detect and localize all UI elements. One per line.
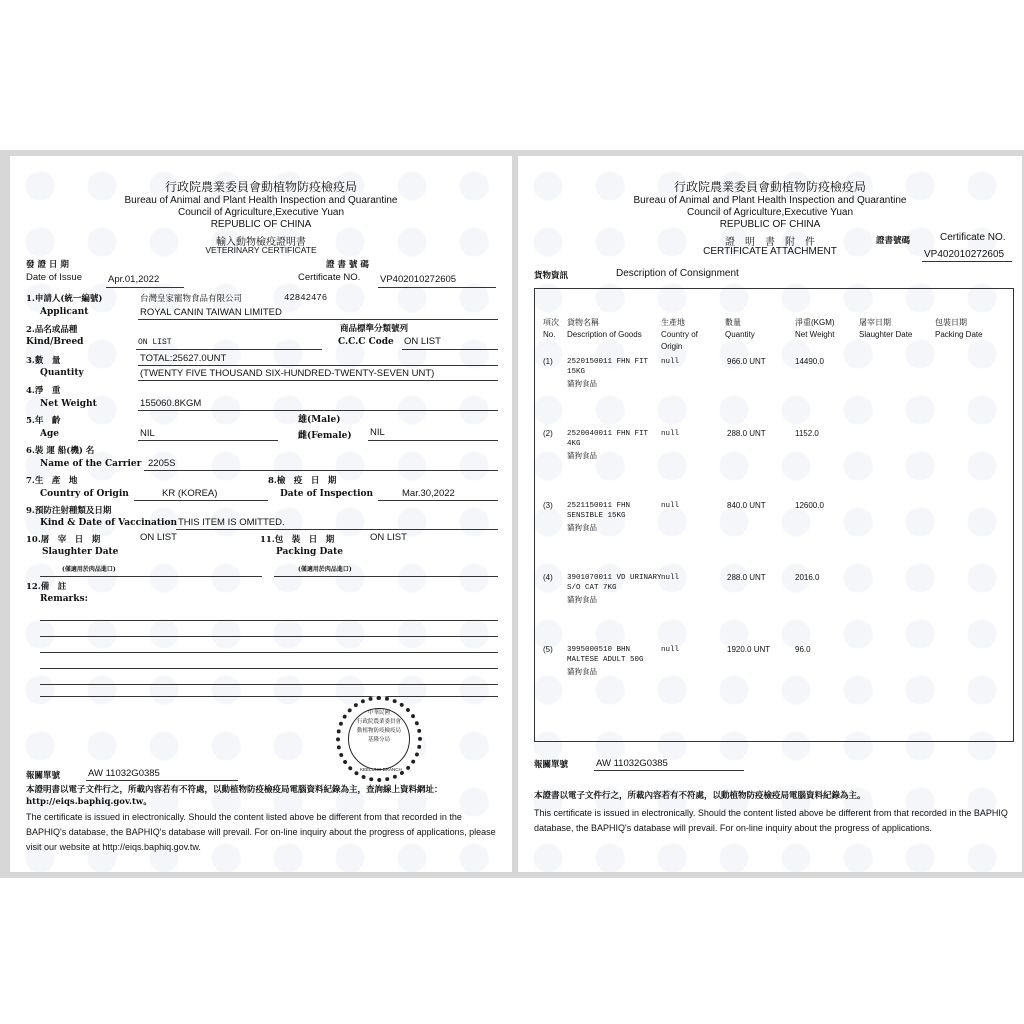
goods-description: 3995000510 BHN MALTESE ADULT 50G [567,646,644,664]
goods-net-weight: 2016.0 [795,573,820,582]
council-name: Council of Agriculture,Executive Yuan [686,207,854,218]
seal-text: 中華民國 [367,710,390,716]
header-en: Slaughter Date [859,330,913,339]
country-name: REPUBLIC OF CHINA [719,219,821,230]
document-title-en: VETERINARY CERTIFICATE [205,245,317,255]
goods-net-weight: 12600.0 [795,501,824,510]
agency-title-cn: 行政院農業委員會動植物防疫檢疫局 [164,180,357,194]
field-num: 7. [26,476,35,486]
field-num: 10. [26,535,41,545]
age-value: NIL [140,428,155,439]
goods-quantity: 966.0 UNT [727,357,766,366]
footer-notice-cn: 本證明書以電子文件行之，所載內容若有不符處，以動植物防疫檢疫局電腦資料紀錄為主，查詢線上資料網址：http://eiqs.baphiq.gov.tw。 [26,785,443,807]
col-no-header [543,317,559,341]
col-origin-header [661,317,715,353]
field-num: 6. [26,446,35,456]
carrier-label-cn: 裝 運 船(機) 名 [34,446,95,456]
row-no: (3) [543,501,553,510]
slaughter-date-label: Slaughter Date [42,547,119,557]
age-label: Age [40,429,60,439]
kind-value: ON LIST [138,338,172,347]
row-no: (5) [543,645,553,654]
goods-quantity: 840.0 UNT [727,501,766,510]
inspection-date: Mar.30,2022 [402,488,455,499]
applicant-name: ROYAL CANIN TAIWAN LIMITED [140,307,282,318]
quantity-label-cn: 數 量 [34,356,61,366]
net-weight-label: Net Weight [40,399,97,409]
issue-date: Apr.01,2022 [108,274,160,285]
header-cn: 數量 [725,318,741,327]
goods-origin: null [661,646,680,654]
field-num: 4. [26,386,35,396]
quantity-words: (TWENTY FIVE THOUSAND SIX-HUNDRED-TWENTY-SEVEN UNT) [140,368,435,379]
attachment-title-en: CERTIFICATE ATTACHMENT [703,246,837,257]
consignment-label-cn: 貨物資訊 [534,271,569,281]
declaration-label: 報關單號 [26,771,61,781]
field-num: 5. [26,416,35,426]
consignment-label: Description of Consignment [616,268,739,279]
remarks-label-cn: 備 註 [40,582,67,592]
packing-note: (僅適用於肉品進口) [298,566,352,573]
cert-no: VP402010272605 [380,274,457,285]
agency-title-en: Bureau of Animal and Plant Health Inspection and Quarantine [633,195,907,206]
packing-date-label: Packing Date [276,547,343,557]
certificate-attachment-page [518,156,1022,872]
goods-net-weight: 14490.0 [795,357,824,366]
goods-net-weight: 1152.0 [795,429,819,438]
slaughter-date-label-cn: 屠 宰 日 期 [40,535,101,545]
quantity-total: TOTAL:25627.0UNT [140,353,227,364]
male-label: 雄(Male) [298,415,341,425]
declaration-label: 報關單號 [534,760,569,770]
header-en: No. [543,330,556,339]
header-cn: 包裝日期 [935,318,967,327]
issue-date-label: Date of Issue [26,272,82,283]
footer-notice: This certificate is issued in electronically. Should the content listed above be different from that recorded in the BAPHIQ database, the BAPHIQ's database will prevail. For on-line inquiry about the progress of applications. [534,808,1008,833]
header-en: Country of Origin [661,330,698,351]
council-name: Council of Agriculture,Executive Yuan [177,207,345,218]
row-no: (2) [543,429,553,438]
vaccination-label-cn: 預防注射種類及日期 [34,506,112,516]
goods-description: 2520150011 FHN FIT 15KG [567,358,649,376]
female-label: 雌(Female) [298,431,352,441]
header-en: Net Weight [795,330,835,339]
applicant-tax-id: 42842476 [284,293,328,303]
vaccination-value: THIS ITEM IS OMITTED. [178,517,285,528]
agency-title-en: Bureau of Animal and Plant Health Inspection and Quarantine [124,195,398,206]
goods-origin: null [661,502,680,510]
goods-description-cn: 貓狗食品 [567,525,597,533]
header-en: Quantity [725,330,755,339]
goods-quantity: 288.0 UNT [727,573,766,582]
kind-label: Kind/Breed [26,337,84,347]
goods-description: 2521150011 FHN SENSIBLE 15KG [567,502,631,520]
goods-origin: null [661,430,680,438]
carrier-label: Name of the Carrier [40,459,142,469]
consignment-table [534,288,1014,742]
field-num: 3. [26,356,35,366]
slaughter-date-value: ON LIST [140,532,177,543]
footer-notice: The certificate is issued in electronically. Should the content listed above be different from that recorded in the BAPHIQ's database, the BAPHIQ's database will prevail. For on-line inquiry about the progress of applications, please visit our website at http://eiqs.baphiq.gov.tw. [26,812,496,852]
country-name: REPUBLIC OF CHINA [210,219,312,230]
ccc-label-cn: 商品標準分類號列 [340,324,409,334]
packing-date-label-cn: 包 裝 日 期 [274,535,335,545]
field-num: 8. [268,476,277,486]
document-title-cn: 輸入動物檢疫證明書 [216,237,306,248]
vaccination-label: Kind & Date of Vaccination [40,518,177,528]
agency-title-cn: 行政院農業委員會動植物防疫檢疫局 [673,180,866,194]
age-label-cn: 年 齡 [34,416,61,426]
col-slaughter-header [859,317,912,341]
applicant-name-cn: 台灣皇家寵物食品有限公司 [140,293,243,303]
col-weight-header [795,317,835,341]
row-no: (1) [543,357,553,366]
seal-ring-text: KEELUNG BRANCH [360,767,402,772]
cert-no-label: Certificate NO. [298,272,361,283]
goods-origin: null [661,358,680,366]
field-num: 1. [26,294,35,304]
header-cn: 屠宰日期 [859,318,891,327]
field-num: 9. [26,506,35,516]
goods-description-cn: 貓狗食品 [567,381,597,389]
goods-description: 3901070011 VD URINARY S/O CAT 7KG [567,574,662,592]
goods-quantity: 288.0 UNT [727,429,766,438]
goods-description-cn: 貓狗食品 [567,669,597,677]
header-en: Packing Date [935,330,983,339]
carrier-value: 2205S [148,458,176,469]
cert-no: VP402010272605 [924,249,1005,260]
seal-text: 基隆分局 [367,737,390,743]
col-packing-header [935,317,983,341]
ccc-label: C.C.C Code [338,337,394,347]
footer-notice-cn: 本證書以電子文件行之，所載內容若有不符處，以動植物防疫檢疫局電腦資料紀錄為主。 [534,791,866,801]
remarks-label: Remarks: [40,594,88,604]
goods-net-weight: 96.0 [795,645,811,654]
inspection-date-label: Date of Inspection [280,489,374,499]
field-num: 11. [260,535,275,545]
goods-origin: null [661,574,680,582]
row-no: (4) [543,573,553,582]
applicant-label: Applicant [40,307,89,317]
declaration-no: AW 11032G0385 [596,758,668,769]
kind-label-cn: 品名或品種 [34,325,78,335]
slaughter-note: (僅適用於肉品進口) [62,566,116,573]
seal-text: 行政院農業委員會 [356,719,401,725]
header-cn: 淨重(KGM) [795,318,835,327]
quantity-label: Quantity [40,368,84,378]
net-weight-label-cn: 淨 重 [34,386,61,396]
cert-no-label-cn: 證 書 號 碼 [326,260,369,270]
goods-description: 2520040011 FHN FIT 4KG [567,430,649,448]
col-qty-header [725,317,755,341]
official-seal [336,696,422,782]
net-weight-value: 155060.8KGM [140,398,202,409]
declaration-no: AW 11032G0385 [88,768,160,779]
origin-label: Country of Origin [40,489,129,499]
attachment-title-cn: 證 明 書 附 件 [725,237,815,248]
inspection-date-label-cn: 檢 疫 日 期 [276,476,337,486]
field-num: 12. [26,582,41,592]
seal-text: 動植物防疫檢疫局 [356,728,401,734]
header-cn: 項次 [543,318,559,327]
cert-no-label-cn: 證書號碼 [876,236,911,246]
origin-label-cn: 生 產 地 [34,476,78,486]
header-cn: 生產地 [661,318,685,327]
field-num: 2. [26,325,35,335]
goods-quantity: 1920.0 UNT [727,645,771,654]
cert-no-label: Certificate NO. [940,232,1006,243]
header-cn: 貨物名稱 [567,318,599,327]
veterinary-certificate-page [10,156,512,872]
packing-date-value: ON LIST [370,532,407,543]
goods-description-cn: 貓狗食品 [567,453,597,461]
origin-value: KR (KOREA) [162,488,218,499]
female-value: NIL [370,427,385,438]
col-desc-header [567,317,642,341]
header-en: Description of Goods [567,330,642,339]
ccc-value: ON LIST [404,336,441,347]
goods-description-cn: 貓狗食品 [567,597,597,605]
issue-date-label-cn: 發 證 日 期 [26,260,69,270]
applicant-label-cn: 申請人(統一編號) [34,294,103,304]
